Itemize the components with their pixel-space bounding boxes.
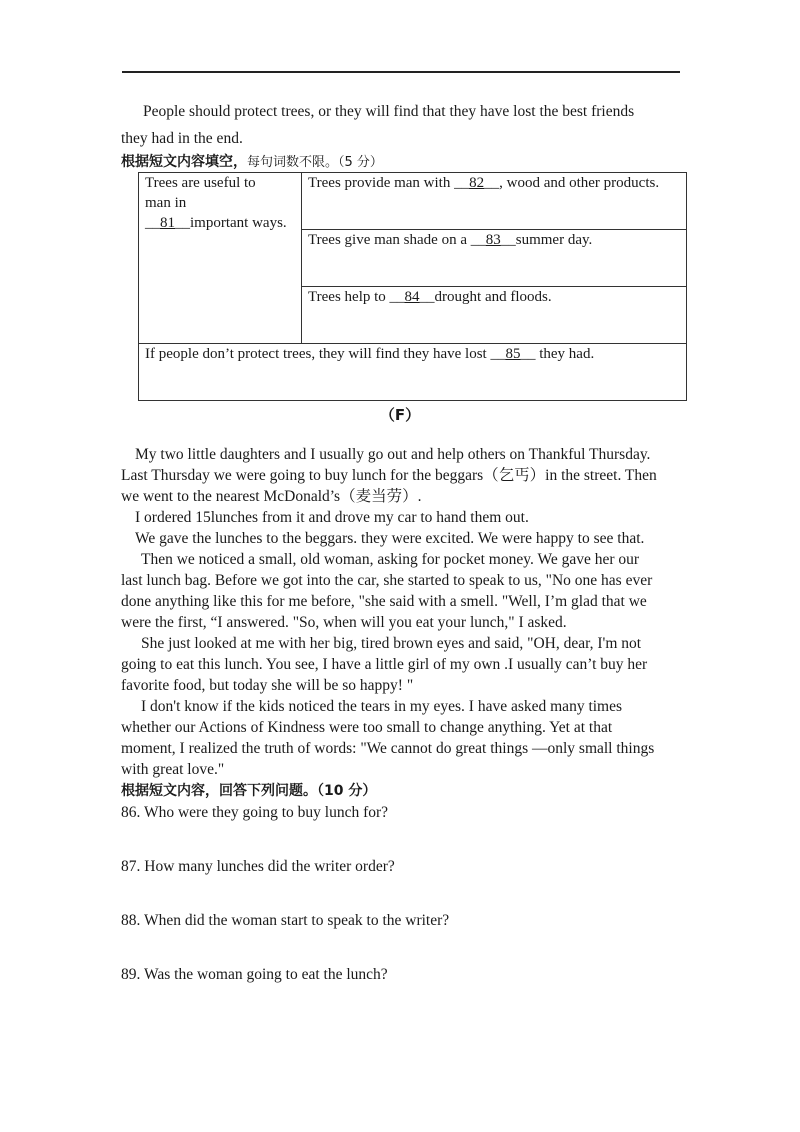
row-84-post: drought and floods. [434, 289, 552, 305]
task1-instruction-tail: 每句词数不限。（5 分） [247, 155, 383, 170]
passage-line: moment, I realized the truth of words: "We cannot do great things —only small things [121, 740, 655, 757]
section-label-f: （F） [379, 406, 421, 424]
question-87: 87. How many lunches did the writer order? [121, 858, 395, 875]
closing-line-2: they had in the end. [121, 130, 243, 147]
passage-line: going to eat this lunch. You see, I have a little girl of my own .I usually can’t buy her [121, 656, 648, 673]
row-83: Trees give man shade on a __83__summer day. [302, 230, 687, 287]
passage-line: Then we noticed a small, old woman, asking for pocket money. We gave her our [141, 551, 640, 568]
question-89: 89. Was the woman going to eat the lunch? [121, 966, 388, 983]
top-rule [122, 71, 680, 73]
left-cell: Trees are useful to man in __81__important ways. [139, 173, 302, 344]
blank-82: 82 [469, 175, 485, 191]
question-88: 88. When did the woman start to speak to the writer? [121, 912, 450, 929]
passage-line: I ordered 15lunches from it and drove my car to hand them out. [135, 509, 529, 526]
left-cell-tail: important ways. [190, 215, 287, 231]
row-83-post: summer day. [515, 232, 593, 248]
blank-83: 83 [485, 232, 501, 248]
passage-line: I don't know if the kids noticed the tears in my eyes. I have asked many times [141, 698, 623, 715]
task2-instruction: 根据短文内容，回答下列问题。（10 分） [121, 783, 377, 799]
row-85-post: they had. [535, 346, 595, 362]
blank-84: 84 [404, 289, 420, 305]
row-82-pre: Trees provide man with [308, 175, 455, 191]
row-85-pre: If people don’t protect trees, they will find they have lost [145, 346, 491, 362]
left-cell-line1: Trees are useful to [145, 175, 256, 191]
blank-85: 85 [505, 346, 521, 362]
passage-line: My two little daughters and I usually go out and help others on Thankful Thursday. [135, 446, 651, 463]
row-84-pre: Trees help to [308, 289, 390, 305]
fill-in-table [138, 172, 687, 401]
question-86: 86. Who were they going to buy lunch for? [121, 804, 389, 821]
row-82-post: , wood and other products. [499, 175, 660, 191]
passage-line: favorite food, but today she will be so happy! " [121, 677, 414, 694]
passage-line: done anything like this for me before, "she said with a smell. "Well, I’m glad that we [121, 593, 647, 610]
passage-line: last lunch bag. Before we got into the car, she started to speak to us, "No one has ever [121, 572, 653, 589]
row-85: If people don’t protect trees, they will find they have lost __85__ they had. [139, 344, 687, 401]
row-83-pre: Trees give man shade on a [308, 232, 471, 248]
passage-line: whether our Actions of Kindness were too small to change anything. Yet at that [121, 719, 613, 736]
passage-line: She just looked at me with her big, tired brown eyes and said, "OH, dear, I'm not [141, 635, 642, 652]
passage-line: Last Thursday we were going to buy lunch for the beggars（乞丐）in the street. Then [121, 467, 657, 484]
closing-line-1: People should protect trees, or they will find that they have lost the best friends [143, 103, 635, 120]
task1-instruction-main: 根据短文内容填空， [121, 154, 247, 170]
passage-line: we went to the nearest McDonald’s（麦当劳）. [121, 488, 422, 505]
row-84: Trees help to __84__drought and floods. [302, 287, 687, 344]
task1-instruction [121, 151, 681, 173]
passage-line: We gave the lunches to the beggars. they were excited. We were happy to see that. [135, 530, 645, 547]
passage-line: with great love." [121, 761, 225, 778]
left-cell-line2: man in [145, 195, 187, 211]
passage-line: were the first, “I answered. "So, when will you eat your lunch," I asked. [121, 614, 567, 631]
blank-81: 81 [160, 215, 175, 231]
row-82: Trees provide man with __82__, wood and other products. [302, 173, 687, 230]
